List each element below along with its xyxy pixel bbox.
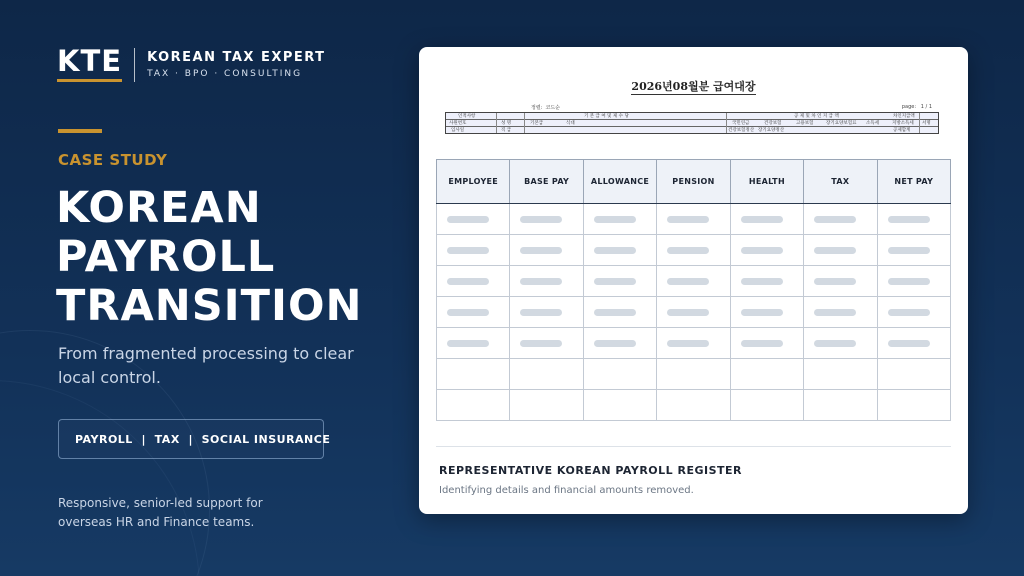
redacted-value-bar [667,309,709,316]
table-row-redacted [437,204,951,235]
redacted-value-bar [667,216,709,223]
header-divider [919,113,920,133]
table-cell [804,359,877,390]
table-cell [583,328,656,359]
redacted-value-bar [741,278,783,285]
table-cell [510,359,583,390]
redacted-value-bar [814,309,856,316]
table-row-empty [437,359,951,390]
table-cell [583,390,656,421]
redacted-value-bar [447,309,489,316]
column-header-base-pay: BASE PAY [510,160,583,204]
card-divider [436,446,951,447]
redacted-value-bar [667,247,709,254]
redacted-value-bar [814,278,856,285]
table-cell [804,297,877,328]
footer-tagline: Responsive, senior-led support for overseas HR and Finance teams. [58,496,263,529]
title-line-1: KOREAN [56,183,262,233]
table-cell [730,266,803,297]
table-row-redacted [437,328,951,359]
table-cell [583,235,656,266]
table-cell [657,266,730,297]
redacted-value-bar [814,216,856,223]
redacted-value-bar [741,216,783,223]
redacted-value-bar [447,340,489,347]
redacted-value-bar [888,340,930,347]
redacted-value-bar [888,309,930,316]
table-cell [804,266,877,297]
header-label: 고용보험 [796,121,814,126]
table-cell [657,204,730,235]
accent-bar [58,129,102,133]
table-cell [437,390,510,421]
page-title [56,184,363,331]
header-label: 국민연금 [732,121,750,126]
redacted-value-bar [888,216,930,223]
table-cell [877,235,950,266]
table-cell [583,297,656,328]
column-header-employee: EMPLOYEE [437,160,510,204]
brand-tagline: TAX · BPO · CONSULTING [147,69,303,79]
document-page-meta: page: 1 / 1 [901,104,932,110]
redacted-value-bar [520,216,562,223]
redacted-value-bar [741,309,783,316]
table-cell [510,328,583,359]
redacted-value-bar [667,278,709,285]
header-label: 장기요양정산 [758,128,785,133]
table-cell [877,297,950,328]
table-cell [877,390,950,421]
redacted-value-bar [520,309,562,316]
table-cell [804,204,877,235]
table-cell [437,235,510,266]
table-row-redacted [437,235,951,266]
document-title-text: 2026년08월분 급여대장 [631,80,756,93]
table-header-row [437,160,951,204]
redacted-value-bar [888,247,930,254]
column-header-pension: PENSION [657,160,730,204]
table-row-redacted [437,297,951,328]
header-divider [524,113,525,133]
caption-subtitle: Identifying details and financial amounts removed. [439,485,694,496]
table-row-redacted [437,266,951,297]
table-body [437,204,951,421]
table-cell [583,204,656,235]
logo-divider [134,48,135,82]
table-cell [583,266,656,297]
payroll-table [436,159,951,421]
redacted-value-bar [594,340,636,347]
header-label: 차인지급액 [893,114,915,119]
table-cell [730,297,803,328]
redacted-value-bar [594,278,636,285]
header-row [446,120,938,127]
header-label: 건강보험정산 [728,128,755,133]
header-label: 기 본 급 여 및 제 수 당 [584,114,629,119]
redacted-value-bar [814,247,856,254]
table-cell [657,328,730,359]
brand-logo [57,44,326,82]
table-cell [657,297,730,328]
redacted-value-bar [594,309,636,316]
redacted-value-bar [814,340,856,347]
header-label: 장기요양보험료 [826,121,857,126]
redacted-value-bar [520,340,562,347]
redacted-value-bar [888,278,930,285]
header-label: 서명 [922,121,931,126]
redacted-value-bar [741,340,783,347]
header-label: 소득세 [866,121,880,126]
table-cell [657,390,730,421]
header-row [446,113,938,120]
table-cell [730,328,803,359]
redacted-value-bar [447,216,489,223]
brand-name: KOREAN TAX EXPERT [147,50,326,65]
column-header-allowance: ALLOWANCE [583,160,656,204]
header-label: 공 제 및 차 인 지 급 액 [794,114,839,119]
caption-title: REPRESENTATIVE KOREAN PAYROLL REGISTER [439,464,743,477]
eyebrow-label: CASE STUDY [58,151,168,169]
table-cell [510,297,583,328]
header-label: 기본급 [530,121,544,126]
redacted-value-bar [447,278,489,285]
header-label: 입사일 [451,128,465,133]
table-cell [804,328,877,359]
header-label: 지방소득세 [892,121,914,126]
table-cell [804,235,877,266]
redacted-value-bar [667,340,709,347]
table-cell [877,359,950,390]
table-cell [877,266,950,297]
table-cell [657,359,730,390]
table-cell [510,266,583,297]
header-label: 식대 [566,121,575,126]
header-divider [726,113,727,133]
column-header-health: HEALTH [730,160,803,204]
table-cell [437,328,510,359]
header-label: 직 급 [501,128,512,133]
column-header-tax: TAX [804,160,877,204]
table-row-empty [437,390,951,421]
column-header-net-pay: NET PAY [877,160,950,204]
payroll-register-card [419,47,968,514]
header-label: 사원번호 [449,121,467,126]
table-cell [437,359,510,390]
table-cell [730,390,803,421]
redacted-value-bar [594,216,636,223]
header-label: 성 명 [501,121,512,126]
table-cell [510,204,583,235]
table-cell [877,328,950,359]
table-cell [804,390,877,421]
logo-mark: KTE [57,47,122,82]
redacted-value-bar [447,247,489,254]
table-cell [730,359,803,390]
title-line-3: TRANSITION [56,281,363,331]
header-divider [496,113,497,133]
table-cell [877,204,950,235]
document-sort-meta: 정렬: 코드순 [531,105,561,111]
header-label: 인적사항 [458,114,476,119]
logo-text [147,50,325,79]
document-header-strip [445,112,939,134]
table-cell [730,204,803,235]
service-tags-label: PAYROLL | TAX | SOCIAL INSURANCE [75,432,331,446]
table-cell [510,235,583,266]
table-cell [510,390,583,421]
table-cell [730,235,803,266]
table-cell [657,235,730,266]
subtitle: From fragmented processing to clear local control. [58,344,354,387]
table-cell [437,266,510,297]
service-tags [58,419,331,459]
table-cell [437,204,510,235]
table-cell [437,297,510,328]
header-label: 공제합계 [893,128,911,133]
title-line-2: PAYROLL [56,232,276,282]
redacted-value-bar [520,278,562,285]
redacted-value-bar [594,247,636,254]
table-cell [583,359,656,390]
redacted-value-bar [520,247,562,254]
document-title [419,78,968,94]
redacted-value-bar [741,247,783,254]
header-label: 건강보험 [764,121,782,126]
